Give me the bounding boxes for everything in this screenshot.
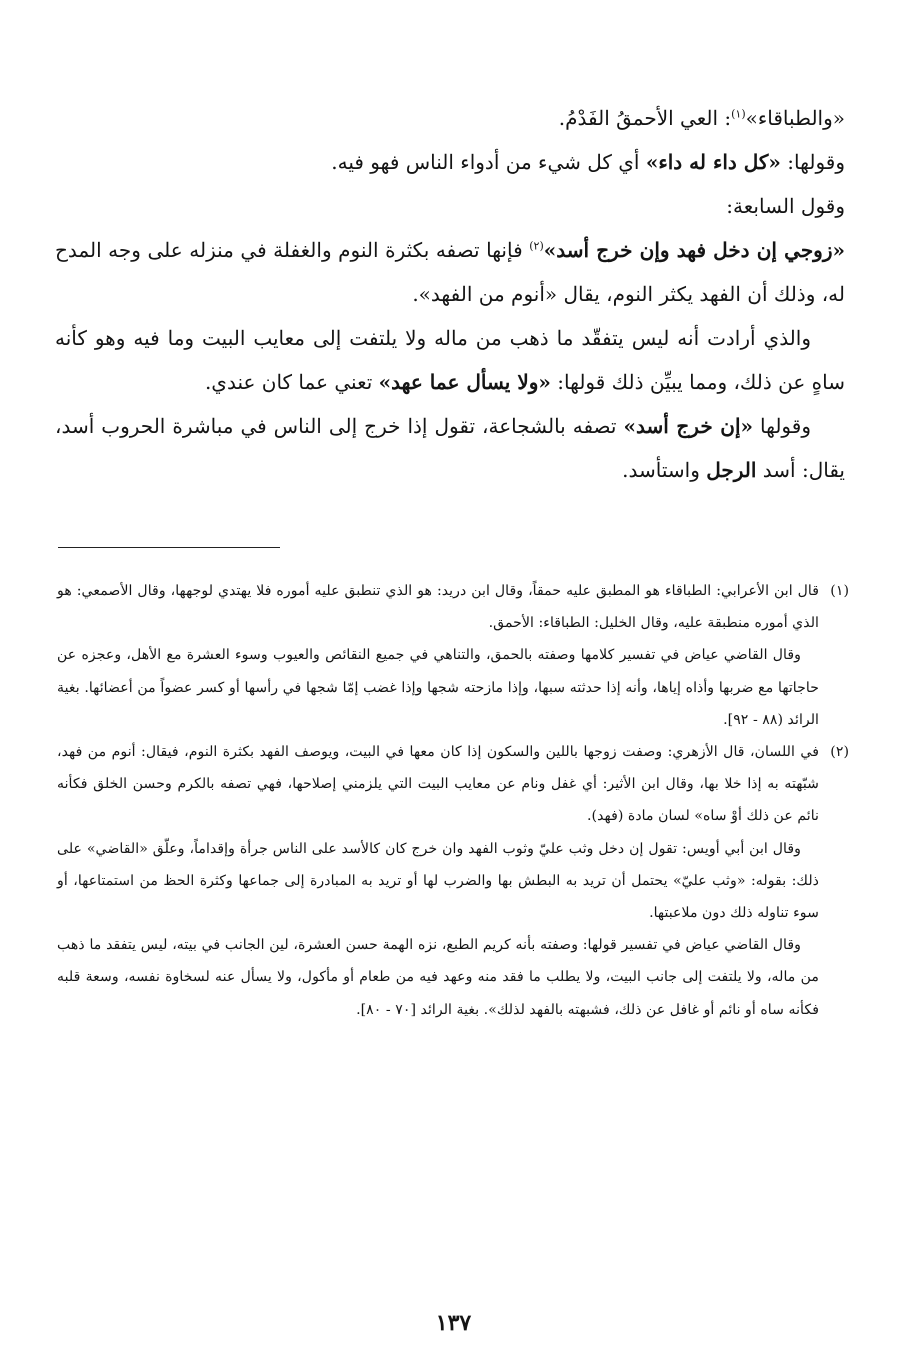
footnote-2-continued: وقال القاضي عياض في تفسير قولها: وصفته بأنه كريم الطبع، نزه الهمة حسن العشرة، لين الجانب في بيته، ليس يتفقد ما ذهب من ماله، ولا يلتفت إلى جانب البيت، ولا يطلب ما فقد منه وعهد فيه من طعام أو مأكول، ولا يسأل عنه لسخاوة نفسه، وسعة قلبه فكأنه ساه أو نائم أو غافل عن ذلك، فشبهته بالفهد لذلك». بغية الرائد [٧٠ - ٨٠]. (57, 937, 820, 1018)
footnote-marker-2: (٢) (529, 239, 544, 253)
bold-quote: «زوجي إن دخل فهد وإن خرج أسد» (543, 238, 845, 262)
paragraph-4: «زوجي إن دخل فهد وإن خرج أسد»$^{(٢)}$ فإنها تصفه بكثرة النوم والغفلة في منزله على وجه المدح له، وذلك أن الفهد يكثر النوم، يقال «أنوم من الفهد». (55, 238, 845, 306)
page-number: ١٣٧ (435, 1310, 472, 1336)
footnote-2: (٢)في اللسان، قال الأزهري: وصفت زوجها باللين والسكون إذا كان معها في البيت، ويوصف الفهد بكثرة النوم، فيقال: أنوم من فهد، شبّهته به إذا خلا بها، وقال ابن الأثير: أي غفل ونام عن معايب البيت التي يلزمني إصلاحها، فهي تصفه بالكرم وحسن الخلق فكأنه نائم عن ذلك أوْ ساه» لسان مادة (فهد). (57, 736, 849, 833)
footnote-number: (٢) (830, 744, 849, 761)
footnotes (57, 575, 849, 1026)
footnote-2-continued: وقال ابن أبي أويس: تقول إن دخل وثب عليّ وثوب الفهد وان خرج كان كالأسد على الناس جرأة وإقداماً، وعلّق «القاضي» على ذلك: بقوله: «وثب عليّ» يحتمل أن تريد به البطش بها والضرب لها أو تريد به المبادرة إلى جماعها وكثرة الحظ من استمتاعها، أو سوء تناوله ذلك دون ملاعبتها. (57, 840, 819, 922)
paragraph-6: وقولها «إن خرج أسد» تصفه بالشجاعة، تقول إذا خرج إلى الناس في مباشرة الحروب أسد، يقال: أسد الرجل واستأسد. (55, 414, 845, 482)
paragraph-5: والذي أرادت أنه ليس يتفقّد ما ذهب من ماله ولا يلتفت إلى معايب البيت وما فيه وهو كأنه ساهٍ عن ذلك، ومما يبيِّن ذلك قولها: «ولا يسأل عما عهد» تعني عما كان عندي. (55, 326, 845, 394)
paragraph-2: وقولها: «كل داء له داء» أي كل شيء من أدواء الناس فهو فيه. (331, 150, 845, 174)
footnote-1: (١)قال ابن الأعرابي: الطباقاء هو المطبق عليه حمقاً، وقال ابن دريد: هو الذي تنطبق عليه أموره فلا يهتدي لوجهها، وقال الأصمعي: هو الذي أموره منطبقة عليه، وقال الخليل: الطباقاء: الأحمق. (57, 575, 849, 639)
footnote-divider (58, 547, 280, 548)
bold-quote: «كل داء له داء» (645, 150, 781, 174)
main-text (55, 96, 845, 492)
footnote-marker-1: (١) (731, 107, 746, 121)
paragraph-1 (55, 96, 845, 140)
bold-word: الرجل (706, 458, 757, 482)
bold-quote: «إن خرج أسد» (623, 414, 754, 438)
footnote-number: (١) (830, 583, 849, 599)
bold-quote: «ولا يسأل عما عهد» (378, 370, 551, 394)
footnote-1-continued: وقال القاضي عياض في تفسير كلامها وصفته بالحمق، والتناهي في جميع النقائص والعيوب وسوء العشرة مع الأهل، وعجزه عن حاجاتها مع ضربها وأذاه إياها، وأنه إذا حدثته سبها، وإذا مازحته شجها وإذا غضب إمّا شجها في رأسها أو كسر عضواً من أعضائها. بغية الرائد (٨٨ - ٩٢]. (57, 647, 819, 728)
paragraph-1-text: : العي الأحمقُ الفَدْمُ. (558, 106, 732, 130)
paragraph-3: وقول السابعة: (726, 194, 845, 218)
term-text: «والطباقاء» (745, 106, 845, 130)
